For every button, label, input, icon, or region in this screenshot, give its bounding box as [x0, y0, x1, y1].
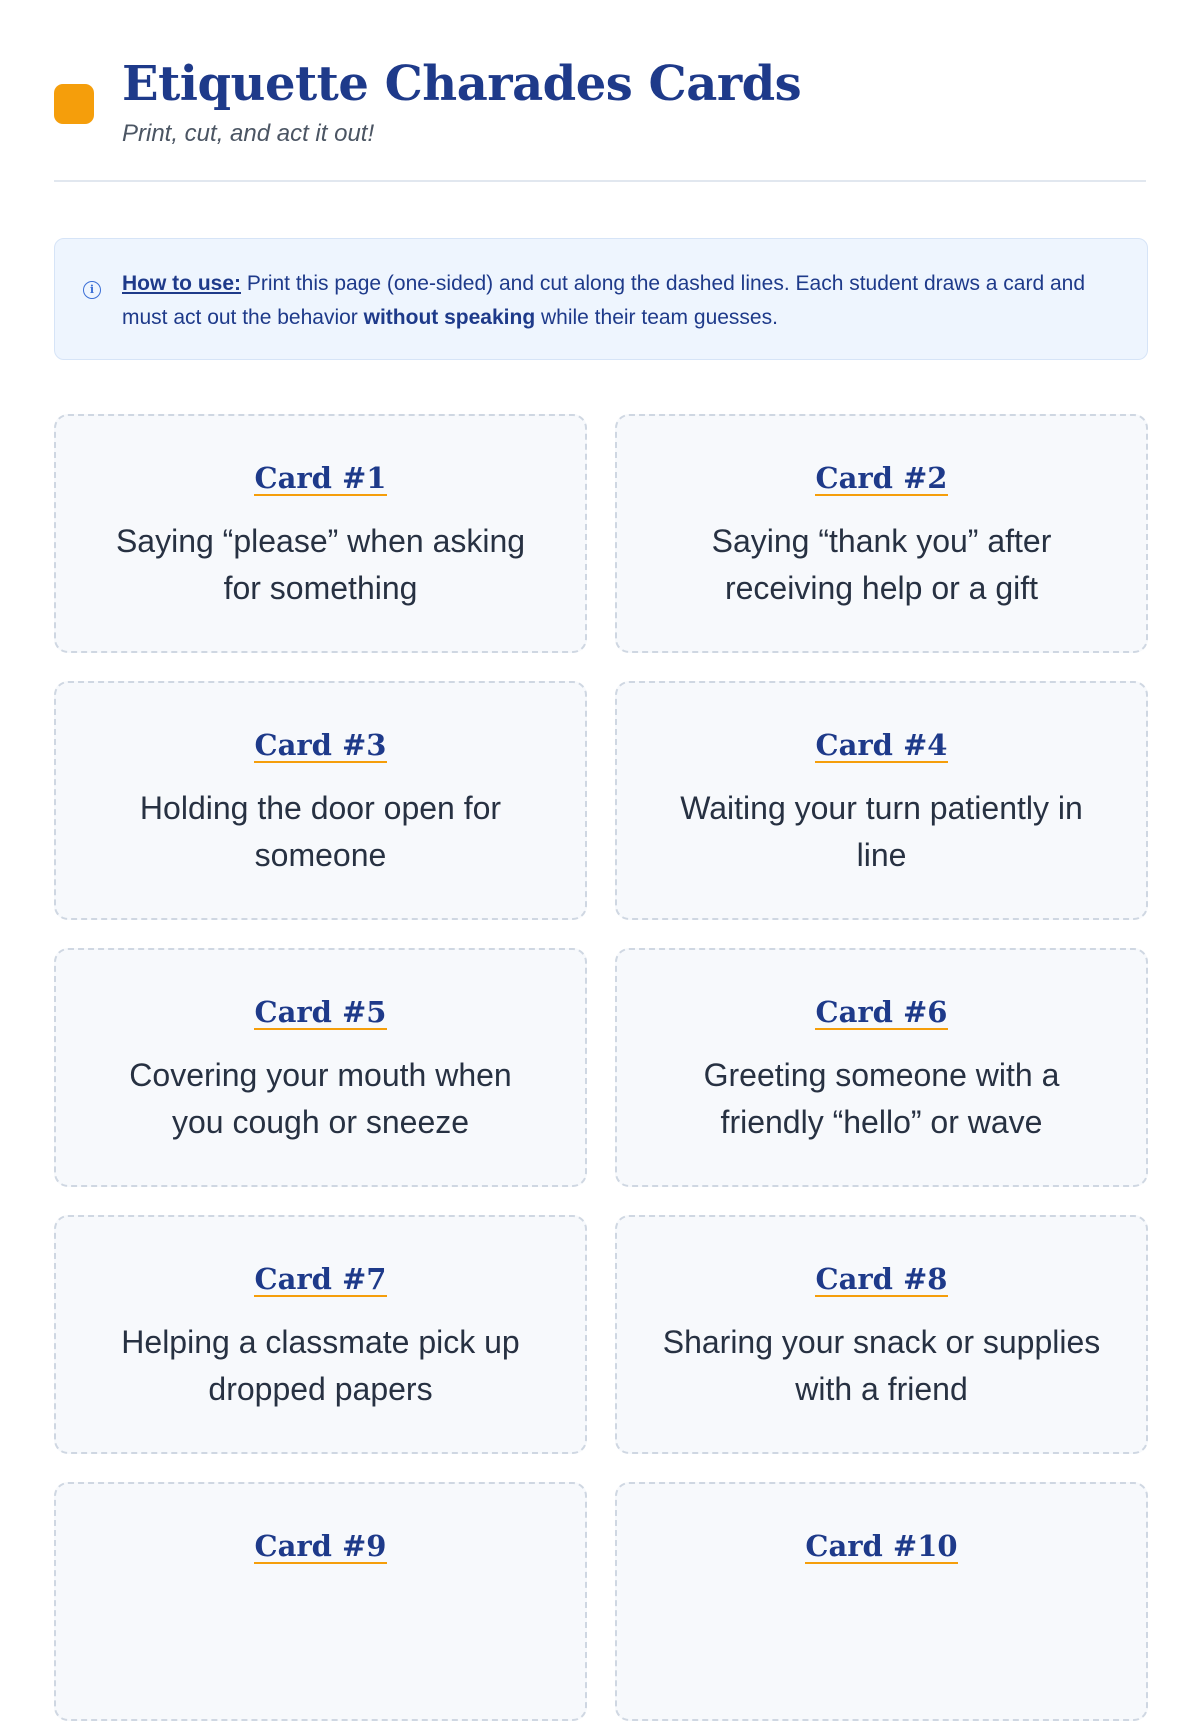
card-label: Card #5 — [254, 995, 387, 1029]
card-text: Sharing your snack or supplies with a friend — [662, 1324, 1101, 1407]
card-label: Card #10 — [805, 1529, 958, 1563]
how-to-use-instructions-end: while their team guesses. — [535, 306, 778, 329]
charade-card — [615, 948, 1148, 1187]
cards-grid — [54, 414, 1148, 1721]
card-label: Card #6 — [815, 995, 948, 1029]
card-label: Card #2 — [815, 461, 948, 495]
card-label: Card #8 — [815, 1262, 948, 1296]
how-to-use-label: How to use: — [122, 272, 241, 295]
charade-card — [615, 414, 1148, 653]
card-label: Card #4 — [815, 728, 948, 762]
card-label: Card #7 — [254, 1262, 387, 1296]
card-label: Card #1 — [254, 461, 387, 495]
charade-card — [615, 681, 1148, 920]
how-to-use-box — [54, 238, 1148, 360]
card-text: Helping a classmate pick up dropped papers — [121, 1324, 520, 1407]
card-text: Waiting your turn patiently in line — [680, 790, 1083, 873]
charade-card — [54, 1215, 587, 1454]
charade-card — [54, 681, 587, 920]
how-to-use-emphasis: without speaking — [363, 306, 536, 329]
how-to-use-instructions: Print this page (one-sided) and cut along the dashed lines. Each student draws a card and must act out the behavior — [122, 272, 1086, 329]
card-text: Covering your mouth when you cough or sneeze — [129, 1057, 512, 1140]
card-label: Card #9 — [254, 1529, 387, 1563]
card-text: Greeting someone with a friendly “hello” or wave — [703, 1057, 1060, 1140]
page-title: Etiquette Charades Cards — [122, 56, 802, 112]
brand-logo-icon — [54, 84, 94, 124]
charade-card — [54, 1482, 587, 1721]
card-text: Saying “please” when asking for something — [115, 523, 526, 606]
charade-card — [54, 948, 587, 1187]
card-label: Card #3 — [254, 728, 387, 762]
charade-card — [615, 1215, 1148, 1454]
page-subtitle: Print, cut, and act it out! — [122, 120, 375, 147]
info-icon: i — [83, 281, 101, 299]
card-text: Holding the door open for someone — [139, 790, 502, 873]
card-text: Saying “thank you” after receiving help or a gift — [711, 523, 1052, 606]
how-to-use-text — [122, 267, 1122, 335]
page-header — [54, 0, 1146, 182]
charade-card — [615, 1482, 1148, 1721]
charade-card — [54, 414, 587, 653]
